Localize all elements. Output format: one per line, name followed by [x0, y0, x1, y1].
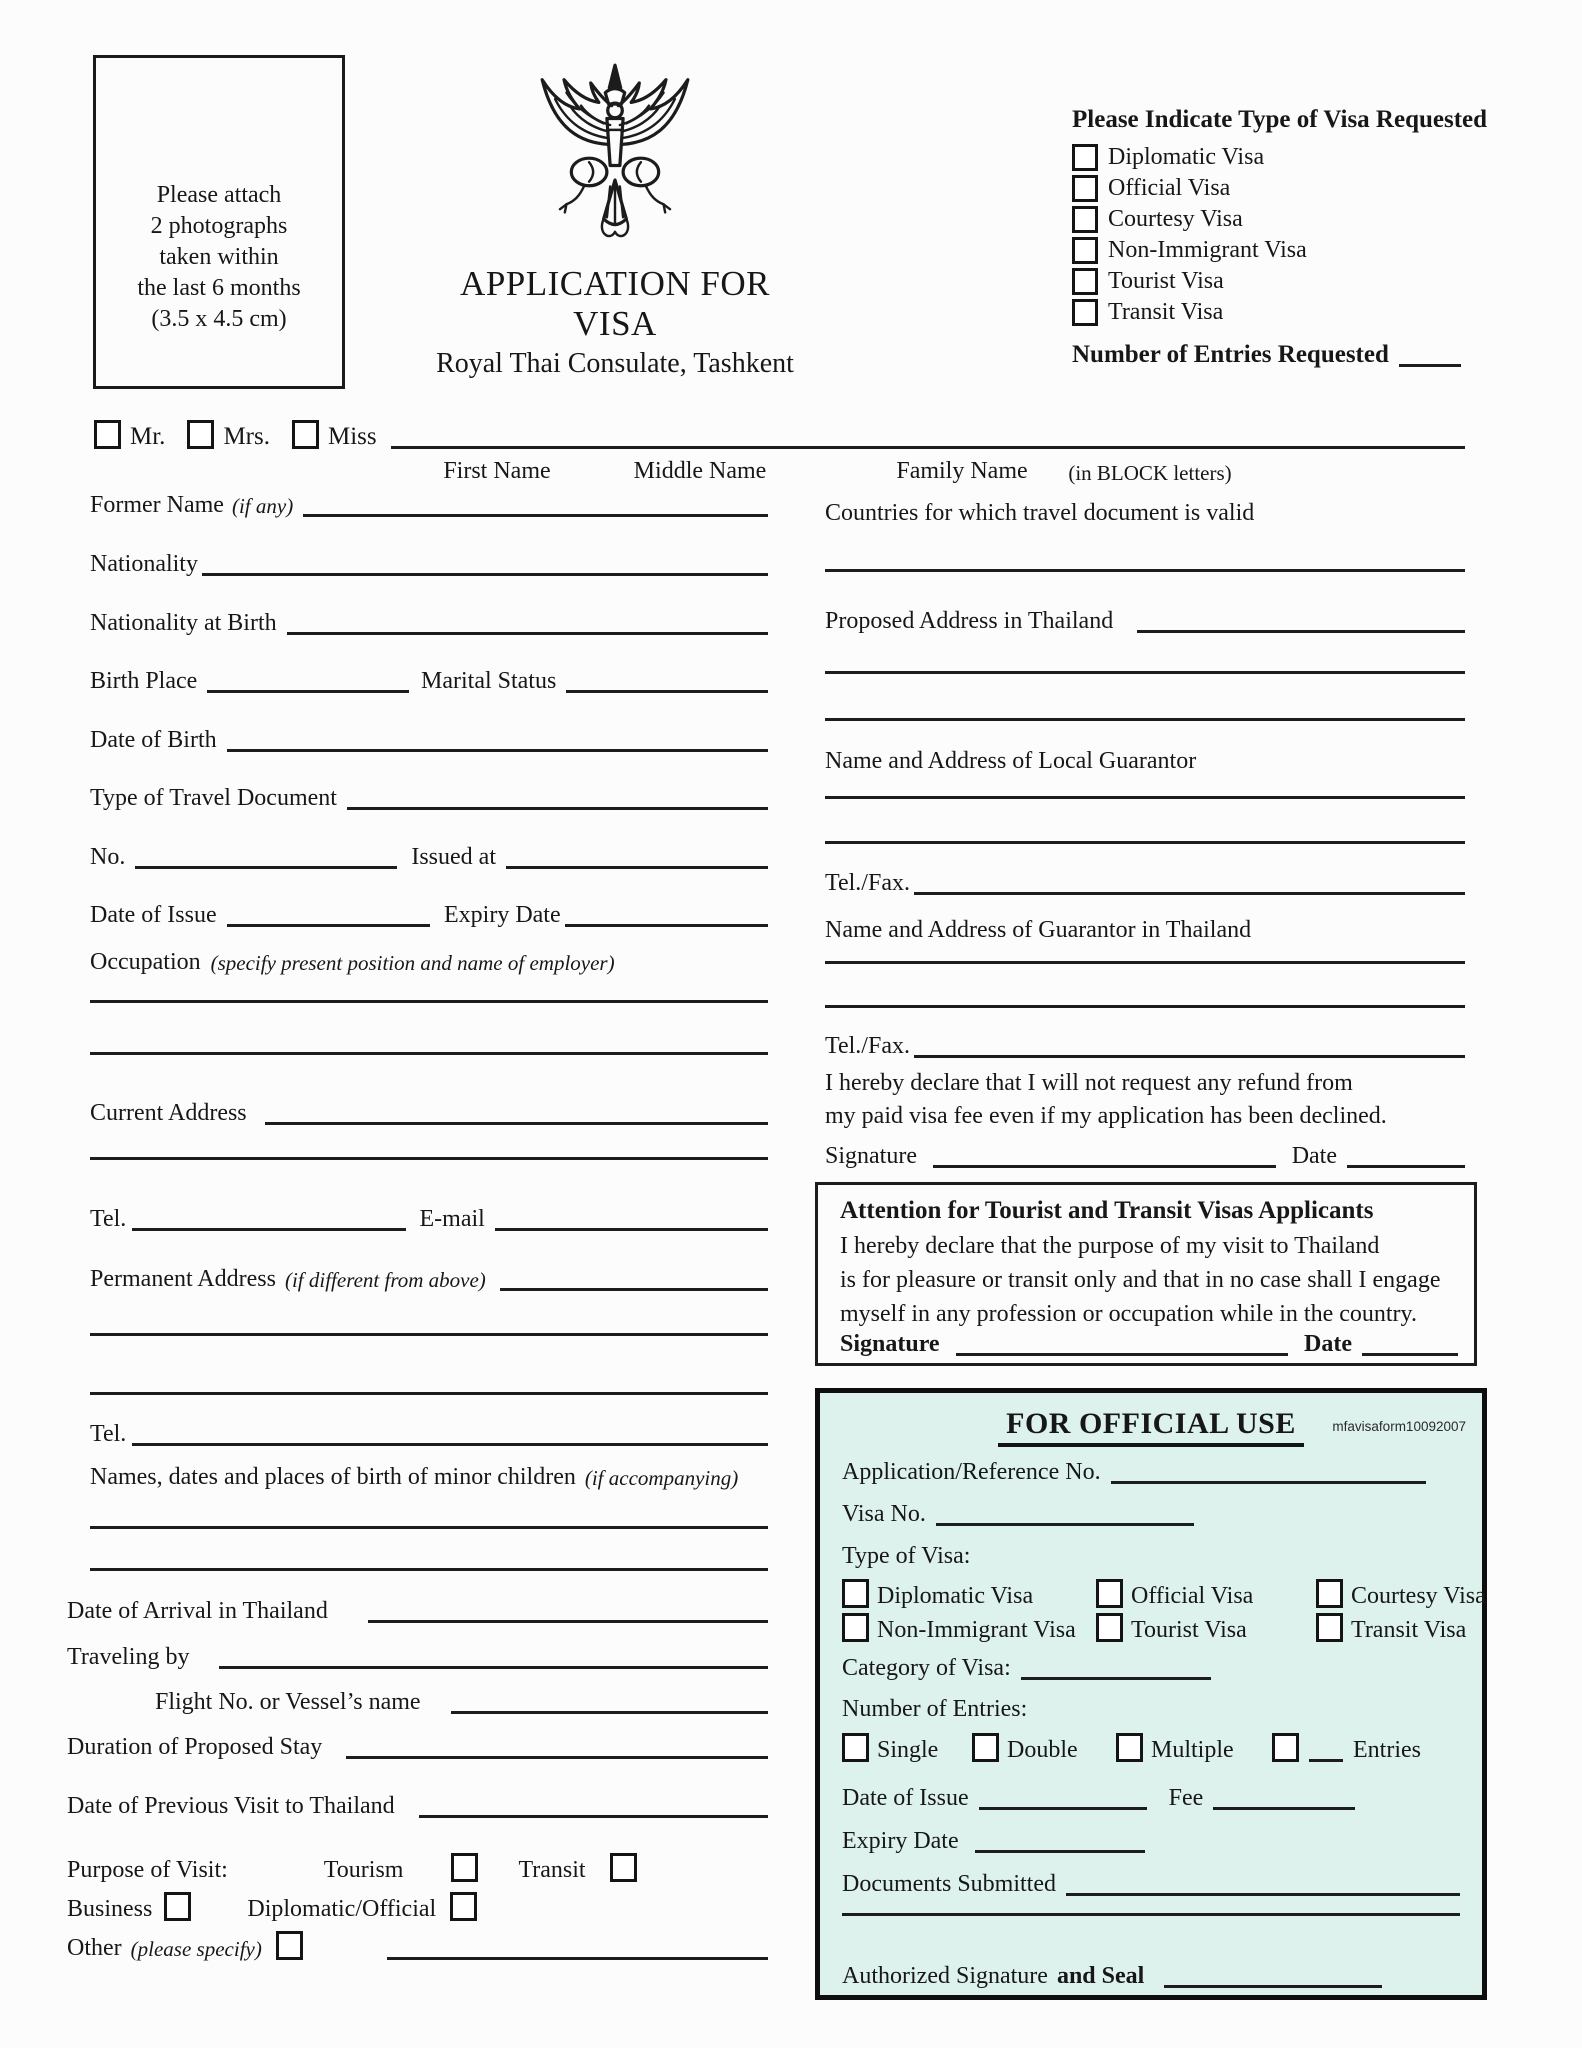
attention-box [815, 1182, 1477, 1366]
travel-document-row [90, 785, 768, 812]
official-courtesy-checkbox[interactable] [1316, 1579, 1343, 1608]
attention-signature-line[interactable] [956, 1347, 1288, 1356]
date-of-birth-line[interactable] [227, 743, 768, 752]
application-reference-label: Application/Reference No. [842, 1459, 1101, 1485]
minor-children-line-2[interactable] [90, 1568, 768, 1571]
countries-line[interactable] [825, 569, 1465, 572]
mrs-label: Mrs. [223, 423, 270, 450]
transit-label: Transit [518, 1857, 586, 1884]
visa-option-label: Transit Visa [1108, 298, 1224, 325]
entries-option-multiple [1116, 1733, 1234, 1764]
authorized-seal-label: and Seal [1056, 1963, 1145, 1989]
previous-visit-line[interactable] [419, 1809, 768, 1818]
occupation-line-1[interactable] [90, 1000, 768, 1003]
attention-signature-label: Signature [840, 1331, 940, 1357]
visa-no-label: Visa No. [842, 1501, 926, 1527]
double-entry-checkbox[interactable] [972, 1733, 999, 1762]
nationality-line[interactable] [202, 567, 768, 576]
current-address-row [90, 1100, 768, 1127]
mrs-checkbox[interactable] [187, 420, 214, 449]
other-note: (please specify) [130, 1937, 262, 1962]
occupation-row [90, 949, 768, 976]
family-name-caption: Family Name [896, 458, 1028, 484]
attention-signature-row [840, 1331, 1458, 1358]
local-guarantor-line-2[interactable] [825, 841, 1465, 844]
official-date-of-issue-label: Date of Issue [842, 1785, 969, 1811]
attention-body-line: is for pleasure or transit only and that in no case shall I engage [840, 1267, 1441, 1293]
document-no-line[interactable] [135, 860, 397, 869]
attention-body-line: I hereby declare that the purpose of my visit to Thailand [840, 1233, 1380, 1259]
birth-place-label: Birth Place [90, 668, 198, 694]
arrival-date-label: Date of Arrival in Thailand [67, 1598, 328, 1624]
official-expiry-line[interactable] [975, 1844, 1145, 1853]
visa-option-label: Official Visa [1108, 174, 1231, 201]
proposed-address-line-2[interactable] [825, 671, 1465, 674]
issued-at-label: Issued at [411, 844, 496, 870]
block-letters-caption: (in BLOCK letters) [1068, 461, 1232, 485]
tourist-visa-checkbox[interactable] [1072, 268, 1098, 295]
nationality-at-birth-label: Nationality at Birth [90, 610, 277, 636]
documents-submitted-label: Documents Submitted [842, 1871, 1056, 1897]
arrival-date-row [67, 1598, 768, 1625]
permanent-address-line-2[interactable] [90, 1333, 768, 1336]
refund-declaration-text: my paid visa fee even if my application has been declined. [825, 1103, 1387, 1129]
official-visa-type-option [1096, 1613, 1247, 1644]
countries-row [825, 500, 1465, 527]
visa-option-row [1072, 237, 1512, 263]
official-transit-checkbox[interactable] [1316, 1613, 1343, 1642]
visa-option-label: Tourist Visa [1108, 267, 1224, 294]
double-entry-label: Double [1007, 1737, 1078, 1763]
signature-label: Signature [825, 1143, 917, 1169]
official-diplomatic-checkbox[interactable] [842, 1579, 869, 1608]
expiry-date-line[interactable] [565, 918, 768, 927]
official-visa-type-label: Official Visa [1131, 1583, 1254, 1609]
other-specify-line[interactable] [387, 1951, 768, 1960]
middle-name-caption: Middle Name [633, 458, 767, 484]
proposed-address-line-3[interactable] [825, 718, 1465, 721]
visa-option-row [1072, 206, 1512, 232]
photo-note-line: Please attach [156, 181, 282, 208]
official-tourist-checkbox[interactable] [1096, 1613, 1123, 1642]
flight-label: Flight No. or Vessel’s name [155, 1689, 421, 1715]
nationality-at-birth-row [90, 610, 768, 637]
thai-guarantor-label: Name and Address of Guarantor in Thailand [825, 917, 1252, 943]
minor-children-note: (if accompanying) [584, 1466, 739, 1491]
refund-declaration-line1 [825, 1070, 1465, 1097]
tourism-label: Tourism [323, 1857, 404, 1884]
application-reference-row [842, 1459, 1426, 1486]
date-of-issue-line[interactable] [227, 918, 430, 927]
refund-declaration-line2 [825, 1103, 1465, 1130]
first-name-caption: First Name [443, 458, 551, 484]
arrival-date-line[interactable] [368, 1614, 768, 1623]
expiry-date-label: Expiry Date [444, 902, 561, 928]
single-entry-checkbox[interactable] [842, 1733, 869, 1762]
diplomatic-visa-checkbox[interactable] [1072, 144, 1098, 171]
issue-expiry-row [90, 902, 768, 929]
entries-count-line[interactable] [1309, 1753, 1343, 1762]
flight-row [155, 1689, 768, 1716]
entries-option-single [842, 1733, 938, 1764]
document-number-row [90, 844, 768, 871]
photo-note-line: taken within [159, 243, 279, 270]
official-visa-type-label: Non-Immigrant Visa [877, 1617, 1076, 1643]
type-of-visa-row [842, 1543, 970, 1570]
single-entry-label: Single [877, 1737, 939, 1763]
documents-submitted-line[interactable] [1066, 1887, 1460, 1896]
visa-option-label: Courtesy Visa [1108, 205, 1243, 232]
visa-option-label: Non-Immigrant Visa [1108, 236, 1307, 263]
local-guarantor-line-1[interactable] [825, 796, 1465, 799]
visa-option-label: Diplomatic Visa [1108, 143, 1265, 170]
official-visa-type-option [1096, 1579, 1253, 1610]
date-line[interactable] [1347, 1159, 1465, 1168]
official-visa-type-option [1316, 1613, 1466, 1644]
telfax-line[interactable] [914, 886, 1465, 895]
date-of-birth-label: Date of Birth [90, 727, 217, 753]
multiple-entry-checkbox[interactable] [1116, 1733, 1143, 1762]
applicant-name-row [94, 420, 1465, 451]
marital-status-label: Marital Status [421, 668, 557, 694]
official-visa-type-label: Diplomatic Visa [877, 1583, 1034, 1609]
local-guarantor-row [825, 748, 1465, 775]
authorized-signature-label: Authorized Signature [842, 1963, 1048, 1989]
multiple-entry-label: Multiple [1151, 1737, 1234, 1763]
number-of-entries-label: Number of Entries: [842, 1696, 1028, 1722]
business-checkbox[interactable] [164, 1892, 191, 1921]
local-guarantor-label: Name and Address of Local Guarantor [825, 748, 1197, 774]
form-title: APPLICATION FOR VISA [460, 264, 770, 343]
visa-option-row [1072, 268, 1512, 294]
form-header [430, 60, 800, 380]
telfax-label: Tel./Fax. [825, 870, 910, 896]
previous-visit-label: Date of Previous Visit to Thailand [67, 1793, 395, 1819]
tel-label: Tel. [90, 1206, 127, 1232]
purpose-label: Purpose of Visit: [67, 1857, 228, 1884]
thai-guarantor-line-1[interactable] [825, 961, 1465, 964]
business-label: Business [67, 1896, 153, 1923]
official-title: FOR OFFICIAL USE [998, 1407, 1304, 1447]
official-non-immigrant-checkbox[interactable] [842, 1613, 869, 1642]
telfax2-line[interactable] [914, 1049, 1465, 1058]
occupation-line-2[interactable] [90, 1052, 768, 1055]
visa-option-row [1072, 175, 1512, 201]
email-label: E-mail [419, 1206, 485, 1232]
travel-document-label: Type of Travel Document [90, 785, 337, 811]
attention-date-line[interactable] [1362, 1347, 1458, 1356]
signature-line[interactable] [933, 1159, 1276, 1168]
photo-note-line: 2 photographs [150, 212, 288, 239]
visa-type-requested-panel [1072, 106, 1512, 369]
attention-body-line: myself in any profession or occupation while in the country. [840, 1301, 1417, 1327]
transit-checkbox[interactable] [610, 1853, 637, 1882]
courtesy-visa-checkbox[interactable] [1072, 206, 1098, 233]
date-of-issue-label: Date of Issue [90, 902, 217, 928]
visa-option-row [1072, 144, 1512, 170]
category-of-visa-line[interactable] [1021, 1671, 1211, 1680]
documents-submitted-row [842, 1871, 1460, 1898]
duration-line[interactable] [346, 1750, 768, 1759]
minor-children-row [90, 1464, 768, 1491]
other-purpose-row [67, 1931, 768, 1962]
form-code: mfavisaform10092007 [1332, 1419, 1466, 1434]
thai-guarantor-row [825, 917, 1465, 944]
official-visa-type-label: Tourist Visa [1131, 1617, 1247, 1643]
official-visa-type-option [842, 1613, 1076, 1644]
former-name-label: Former Name [90, 492, 224, 518]
official-fee-label: Fee [1168, 1785, 1204, 1811]
authorized-signature-line[interactable] [1164, 1979, 1382, 1988]
transit-visa-checkbox[interactable] [1072, 299, 1098, 326]
official-official-visa-checkbox[interactable] [1096, 1579, 1123, 1608]
permanent-address-line-3[interactable] [90, 1392, 768, 1395]
proposed-address-line[interactable] [1137, 624, 1465, 633]
traveling-by-row [67, 1644, 768, 1671]
mr-checkbox[interactable] [94, 420, 121, 449]
photo-note-line: (3.5 x 4.5 cm) [151, 305, 287, 332]
occupation-note: (specify present position and name of employer) [210, 951, 615, 976]
official-issue-fee-row [842, 1785, 1460, 1812]
nationality-row [90, 551, 768, 578]
visa-no-row [842, 1501, 1194, 1528]
tourism-checkbox[interactable] [451, 1853, 478, 1882]
former-name-row [90, 492, 768, 519]
traveling-by-label: Traveling by [67, 1644, 190, 1670]
traveling-by-line[interactable] [219, 1660, 768, 1669]
current-address-line-2[interactable] [90, 1157, 768, 1160]
telfax-row [825, 870, 1465, 897]
number-of-entries-row [842, 1696, 1027, 1723]
application-reference-line[interactable] [1111, 1475, 1426, 1484]
previous-visit-row [67, 1793, 768, 1820]
email-line[interactable] [495, 1222, 768, 1231]
nationality-label: Nationality [90, 551, 198, 577]
date-label: Date [1291, 1143, 1337, 1169]
permanent-address-line[interactable] [500, 1282, 768, 1291]
non-immigrant-visa-checkbox[interactable] [1072, 237, 1098, 264]
official-visa-type-option [842, 1579, 1033, 1610]
permanent-address-label: Permanent Address [90, 1266, 276, 1292]
miss-checkbox[interactable] [292, 420, 319, 449]
miss-label: Miss [327, 423, 377, 450]
official-visa-type-label: Courtesy Visa [1351, 1583, 1486, 1609]
visa-no-line[interactable] [936, 1517, 1194, 1526]
entries-option-double [972, 1733, 1078, 1764]
refund-declaration-text: I hereby declare that I will not request any refund from [825, 1070, 1353, 1096]
full-name-line[interactable] [391, 440, 1465, 449]
signature-date-row [825, 1143, 1465, 1170]
official-visa-checkbox[interactable] [1072, 175, 1098, 202]
attention-date-label: Date [1304, 1331, 1352, 1357]
telfax2-label: Tel./Fax. [825, 1033, 910, 1059]
official-fee-line[interactable] [1213, 1801, 1355, 1810]
diplomatic-official-checkbox[interactable] [450, 1892, 477, 1921]
former-name-note: (if any) [231, 494, 294, 519]
other-label: Other [67, 1935, 122, 1962]
entries-option-count [1272, 1733, 1421, 1764]
official-visa-type-option [1316, 1579, 1486, 1610]
tel-email-row [90, 1206, 768, 1233]
official-visa-type-label: Transit Visa [1351, 1617, 1467, 1643]
permanent-address-row [90, 1266, 768, 1293]
purpose-row [67, 1853, 768, 1884]
number-of-entries-requested-label: Number of Entries Requested [1072, 341, 1389, 368]
minor-children-line-1[interactable] [90, 1526, 768, 1529]
official-date-of-issue-line[interactable] [979, 1801, 1147, 1810]
current-address-label: Current Address [90, 1100, 247, 1126]
garuda-emblem-icon [526, 60, 704, 258]
proposed-address-row [825, 608, 1465, 635]
occupation-label: Occupation [90, 949, 201, 975]
mr-label: Mr. [130, 423, 166, 450]
issued-at-line[interactable] [506, 860, 768, 869]
documents-submitted-line-2[interactable] [842, 1913, 1460, 1916]
attention-title: Attention for Tourist and Transit Visas Applicants [840, 1197, 1374, 1224]
entries-count-checkbox[interactable] [1272, 1733, 1299, 1762]
authorized-signature-row [842, 1963, 1460, 1990]
current-address-line[interactable] [265, 1116, 768, 1125]
duration-row [67, 1734, 768, 1761]
telfax2-row [825, 1033, 1465, 1060]
tel2-row [90, 1421, 768, 1448]
photo-note-line: the last 6 months [137, 274, 301, 301]
duration-label: Duration of Proposed Stay [67, 1734, 323, 1760]
number-of-entries-requested-line[interactable] [1399, 358, 1461, 367]
thai-guarantor-line-2[interactable] [825, 1005, 1465, 1008]
visa-option-row [1072, 299, 1512, 325]
tel-line[interactable] [132, 1222, 405, 1231]
former-name-line[interactable] [303, 508, 768, 517]
nationality-at-birth-line[interactable] [287, 626, 768, 635]
birth-place-marital-row [90, 668, 768, 695]
proposed-address-label: Proposed Address in Thailand [825, 608, 1114, 634]
official-expiry-label: Expiry Date [842, 1828, 959, 1854]
minor-children-label: Names, dates and places of birth of minor children [90, 1464, 576, 1490]
number-of-entries-requested-row [1072, 341, 1512, 369]
category-of-visa-label: Category of Visa: [842, 1655, 1011, 1681]
diplomatic-official-label: Diplomatic/Official [247, 1896, 437, 1923]
document-no-label: No. [90, 844, 126, 870]
birth-place-line[interactable] [207, 684, 409, 693]
business-diplomatic-row [67, 1892, 768, 1923]
countries-label: Countries for which travel document is valid [825, 500, 1255, 526]
visa-type-heading: Please Indicate Type of Visa Requested [1072, 106, 1488, 133]
other-checkbox[interactable] [276, 1931, 303, 1960]
form-subtitle: Royal Thai Consulate, Tashkent [436, 348, 794, 379]
flight-line[interactable] [451, 1705, 768, 1714]
official-use-box [815, 1388, 1487, 2000]
official-expiry-row [842, 1828, 1145, 1855]
entries-count-label: Entries [1353, 1737, 1421, 1763]
permanent-address-note: (if different from above) [284, 1268, 486, 1293]
marital-status-line[interactable] [566, 684, 768, 693]
date-of-birth-row [90, 727, 768, 754]
tel2-label: Tel. [90, 1421, 127, 1447]
category-of-visa-row [842, 1655, 1211, 1682]
type-of-visa-label: Type of Visa: [842, 1543, 971, 1569]
travel-document-line[interactable] [347, 801, 768, 810]
photo-attachment-box [93, 55, 345, 389]
tel2-line[interactable] [132, 1437, 768, 1446]
